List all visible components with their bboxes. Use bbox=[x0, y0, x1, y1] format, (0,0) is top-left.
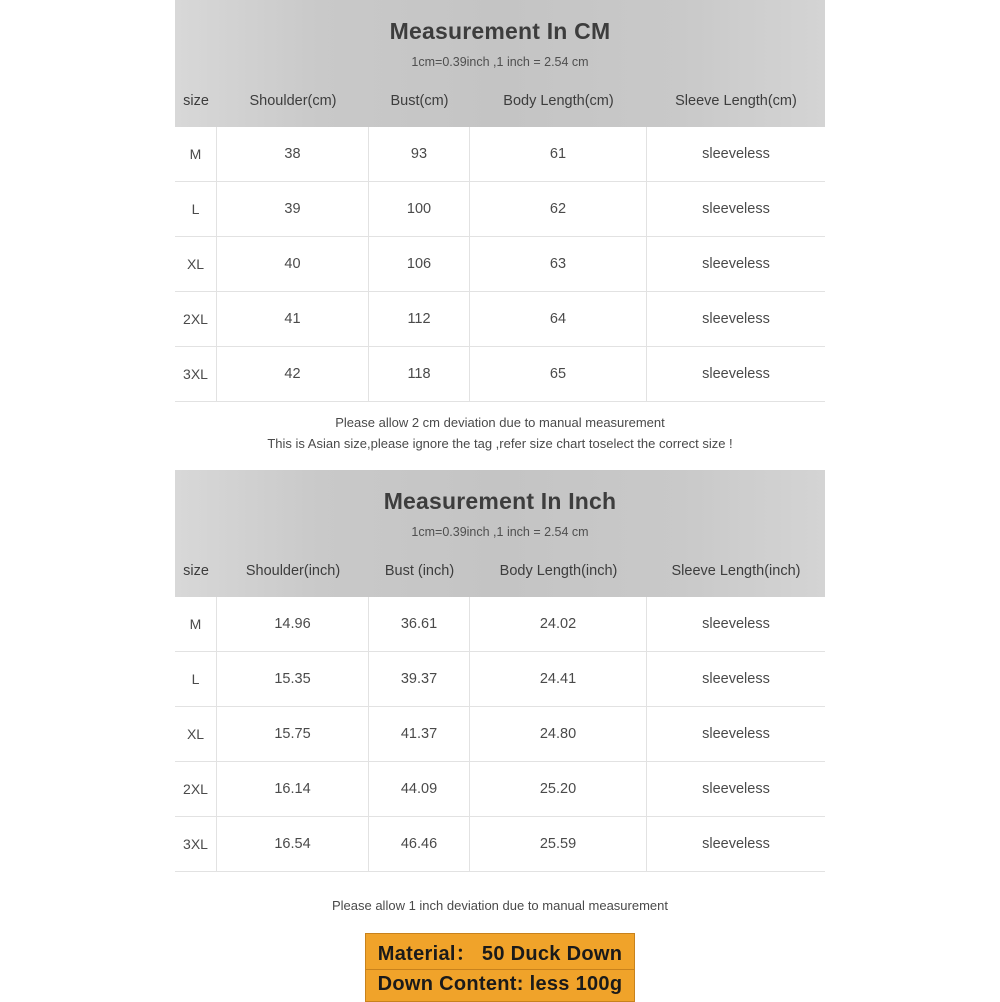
table-row bbox=[175, 182, 825, 237]
cm-header-sleeve-length: Sleeve Length(cm) bbox=[675, 93, 797, 109]
cm-header-size: size bbox=[183, 93, 209, 109]
cm-table-notes bbox=[175, 401, 825, 466]
cell-sleeve-length: sleeveless bbox=[702, 836, 770, 852]
cell-sleeve-length: sleeveless bbox=[702, 311, 770, 327]
cm-note-deviation: Please allow 2 cm deviation due to manual measurement bbox=[335, 415, 665, 430]
cell-shoulder: 41 bbox=[217, 292, 369, 346]
cell-sleeve-length: sleeveless bbox=[702, 146, 770, 162]
cell-body-length: 62 bbox=[470, 182, 647, 236]
cell-size: 2XL bbox=[175, 292, 217, 346]
cm-header-shoulder: Shoulder(cm) bbox=[249, 93, 337, 109]
cell-body-length: 65 bbox=[470, 347, 647, 401]
cell-bust: 39.37 bbox=[369, 652, 470, 706]
cell-bust: 100 bbox=[369, 182, 470, 236]
cell-size: XL bbox=[175, 237, 217, 291]
inch-header-shoulder: Shoulder(inch) bbox=[245, 563, 341, 579]
cell-bust: 106 bbox=[369, 237, 470, 291]
inch-table-banner bbox=[175, 470, 825, 597]
cell-body-length: 24.41 bbox=[470, 652, 647, 706]
cell-size: XL bbox=[175, 707, 217, 761]
cell-size: 3XL bbox=[175, 817, 217, 871]
cm-table-banner bbox=[175, 0, 825, 127]
inch-table-title: Measurement In Inch bbox=[383, 488, 617, 514]
down-content-label: Down Content: less 100g bbox=[365, 969, 636, 1002]
cell-shoulder: 15.35 bbox=[217, 652, 369, 706]
cell-sleeve-length: sleeveless bbox=[702, 366, 770, 382]
cell-shoulder: 16.14 bbox=[217, 762, 369, 816]
cell-sleeve-length: sleeveless bbox=[702, 781, 770, 797]
cell-shoulder: 39 bbox=[217, 182, 369, 236]
cm-measurement-table bbox=[175, 0, 825, 466]
cell-size: M bbox=[175, 127, 217, 181]
inch-table-header-row bbox=[175, 555, 825, 597]
cm-header-bust: Bust(cm) bbox=[390, 93, 449, 109]
down-content-info bbox=[0, 969, 1000, 1002]
inch-table-subtitle: 1cm=0.39inch ,1 inch = 2.54 cm bbox=[411, 525, 589, 539]
cell-shoulder: 42 bbox=[217, 347, 369, 401]
cell-bust: 46.46 bbox=[369, 817, 470, 871]
cell-sleeve-length: sleeveless bbox=[702, 726, 770, 742]
cell-size: M bbox=[175, 597, 217, 651]
cm-table-subtitle: 1cm=0.39inch ,1 inch = 2.54 cm bbox=[411, 55, 589, 69]
cm-table-header-row bbox=[175, 85, 825, 127]
table-row bbox=[175, 347, 825, 401]
table-row bbox=[175, 597, 825, 652]
inch-measurement-table bbox=[175, 470, 825, 943]
cell-shoulder: 16.54 bbox=[217, 817, 369, 871]
cell-sleeve-length: sleeveless bbox=[702, 201, 770, 217]
cm-note-asian-size: This is Asian size,please ignore the tag ,refer size chart toselect the correct size ! bbox=[267, 436, 733, 451]
cell-sleeve-length: sleeveless bbox=[702, 256, 770, 272]
inch-header-size: size bbox=[183, 563, 209, 579]
cell-body-length: 64 bbox=[470, 292, 647, 346]
cell-bust: 44.09 bbox=[369, 762, 470, 816]
table-row bbox=[175, 127, 825, 182]
cell-shoulder: 40 bbox=[217, 237, 369, 291]
cell-bust: 118 bbox=[369, 347, 470, 401]
cell-size: L bbox=[175, 182, 217, 236]
table-row bbox=[175, 652, 825, 707]
cell-body-length: 61 bbox=[470, 127, 647, 181]
cell-bust: 41.37 bbox=[369, 707, 470, 761]
table-row bbox=[175, 292, 825, 347]
cell-body-length: 25.20 bbox=[470, 762, 647, 816]
cell-size: 3XL bbox=[175, 347, 217, 401]
cm-table-body bbox=[175, 127, 825, 401]
cell-body-length: 63 bbox=[470, 237, 647, 291]
table-row bbox=[175, 762, 825, 817]
cell-body-length: 25.59 bbox=[470, 817, 647, 871]
cell-size: 2XL bbox=[175, 762, 217, 816]
table-row bbox=[175, 817, 825, 871]
material-label: Material： 50 Duck Down bbox=[365, 933, 635, 972]
table-row bbox=[175, 237, 825, 292]
inch-header-body-length: Body Length(inch) bbox=[499, 563, 618, 579]
cell-shoulder: 38 bbox=[217, 127, 369, 181]
cell-body-length: 24.02 bbox=[470, 597, 647, 651]
cell-bust: 93 bbox=[369, 127, 470, 181]
cm-table-title: Measurement In CM bbox=[389, 18, 611, 44]
cell-shoulder: 15.75 bbox=[217, 707, 369, 761]
cell-size: L bbox=[175, 652, 217, 706]
cm-header-body-length: Body Length(cm) bbox=[503, 93, 614, 109]
inch-table-body bbox=[175, 597, 825, 871]
material-info bbox=[0, 933, 1000, 972]
inch-header-bust: Bust (inch) bbox=[384, 563, 455, 579]
cell-sleeve-length: sleeveless bbox=[702, 671, 770, 687]
inch-header-sleeve-length: Sleeve Length(inch) bbox=[671, 563, 801, 579]
cell-sleeve-length: sleeveless bbox=[702, 616, 770, 632]
inch-note-deviation: Please allow 1 inch deviation due to manual measurement bbox=[331, 898, 669, 913]
cell-bust: 36.61 bbox=[369, 597, 470, 651]
cell-body-length: 24.80 bbox=[470, 707, 647, 761]
cell-bust: 112 bbox=[369, 292, 470, 346]
cell-shoulder: 14.96 bbox=[217, 597, 369, 651]
table-row bbox=[175, 707, 825, 762]
